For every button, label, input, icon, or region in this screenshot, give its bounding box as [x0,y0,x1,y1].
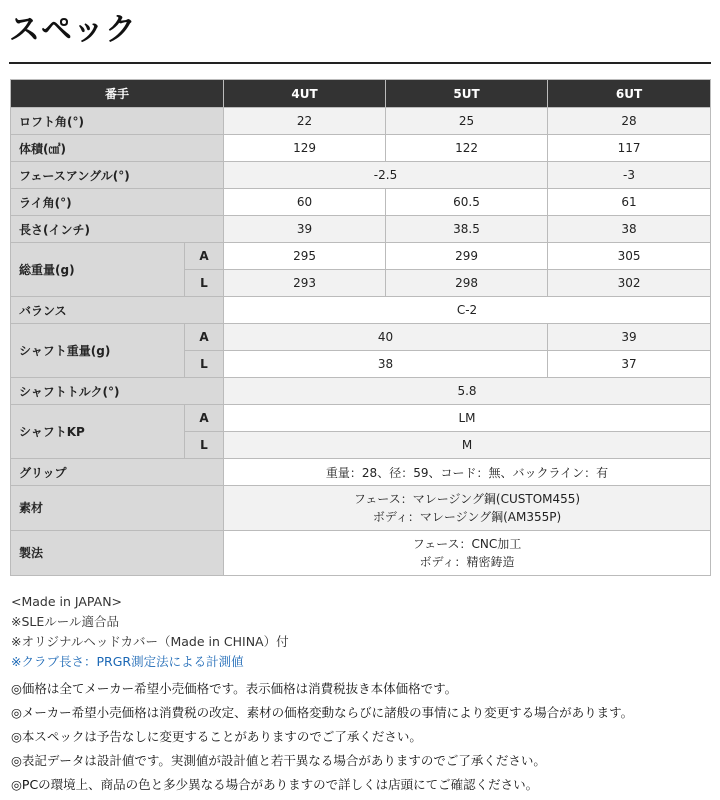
cell-value: 重量：28、径：59、コード：無、バックライン：有 [224,459,711,486]
sub-label-a: A [185,324,224,351]
table-row [11,378,711,405]
cell-value [224,531,711,576]
row-label-material: 素材 [11,486,224,531]
cell-value: 5.8 [224,378,711,405]
cell-value: -2.5 [224,162,548,189]
notice-item: ◎価格は全てメーカー希望小売価格です。表示価格は消費税抜き本体価格です。 [11,681,458,696]
table-row [11,486,711,531]
table-row [11,459,711,486]
cell-value: 122 [386,135,548,162]
cell-value: -3 [548,162,711,189]
row-label-shaft-torque: シャフトトルク(°) [11,378,224,405]
cell-value: 302 [548,270,711,297]
cell-value: 60.5 [386,189,548,216]
row-label-volume: 体積(㎤) [11,135,224,162]
cell-value: M [224,432,711,459]
cell-value: C-2 [224,297,711,324]
price-notices [11,677,633,797]
cell-value: 298 [386,270,548,297]
cell-value [224,486,711,531]
table-row [11,108,711,135]
notice-item: ◎メーカー希望小売価格は消費税の改定、素材の価格変動ならびに諸般の事情により変更する場合があります。 [11,705,634,720]
table-row [11,297,711,324]
title-divider [9,62,711,64]
table-row [11,531,711,576]
cell-value: 60 [224,189,386,216]
note-made-in: <Made in JAPAN> [11,594,123,609]
cell-value: 39 [224,216,386,243]
row-label-grip: グリップ [11,459,224,486]
method-face: フェース：CNC加工 [412,537,522,551]
table-header-row [11,80,711,108]
sub-label-l: L [185,432,224,459]
page-title: スペック [9,12,137,48]
cell-value: 38 [224,351,548,378]
notice-item: ◎本スペックは予告なしに変更することがありますのでご了承ください。 [11,729,422,744]
cell-value: 25 [386,108,548,135]
cell-value: 22 [224,108,386,135]
cell-value: 129 [224,135,386,162]
notice-item: ◎PCの環境上、商品の色と多少異なる場合がありますので詳しくは店頭にてご確認ください。 [11,777,539,792]
note-sle: ※SLEルール適合品 [11,614,120,629]
cell-value: 37 [548,351,711,378]
cell-value: 299 [386,243,548,270]
material-face: フェース：マレージング鋼(CUSTOM455) [353,492,581,506]
sub-label-l: L [185,270,224,297]
row-label-face-angle: フェースアングル(°) [11,162,224,189]
row-label-shaft-weight: シャフト重量(g) [11,324,185,378]
cell-value: 295 [224,243,386,270]
spec-table [10,79,711,576]
table-row [11,243,711,270]
cell-value: 293 [224,270,386,297]
cell-value: LM [224,405,711,432]
cell-value: 39 [548,324,711,351]
header-col-5ut: 5UT [386,80,548,108]
cell-value: 61 [548,189,711,216]
row-label-method: 製法 [11,531,224,576]
table-row [11,135,711,162]
row-label-loft: ロフト角(°) [11,108,224,135]
note-headcover: ※オリジナルヘッドカバー（Made in CHINA）付 [11,634,289,649]
row-label-total-weight: 総重量(g) [11,243,185,297]
cell-value: 38 [548,216,711,243]
cell-value: 40 [224,324,548,351]
cell-value: 38.5 [386,216,548,243]
row-label-shaft-kp: シャフトKP [11,405,185,459]
table-row [11,324,711,351]
material-body: ボディ：マレージング鋼(AM355P) [372,510,562,524]
cell-value: 305 [548,243,711,270]
method-body: ボディ：精密鋳造 [419,555,515,569]
sub-label-a: A [185,405,224,432]
header-col-6ut: 6UT [548,80,711,108]
row-label-balance: バランス [11,297,224,324]
cell-value: 117 [548,135,711,162]
row-label-length: 長さ(インチ) [11,216,224,243]
table-row [11,189,711,216]
notice-item: ◎表記データは設計値です。実測値が設計値と若干異なる場合がありますのでご了承ください。 [11,753,546,768]
sub-label-l: L [185,351,224,378]
sub-label-a: A [185,243,224,270]
note-club-length: ※クラブ長さ：PRGR測定法による計測値 [11,654,244,669]
header-col-4ut: 4UT [224,80,386,108]
table-row [11,216,711,243]
table-row [11,162,711,189]
cell-value: 28 [548,108,711,135]
spec-notes [11,592,289,672]
header-label: 番手 [11,80,224,108]
table-row [11,405,711,432]
row-label-lie: ライ角(°) [11,189,224,216]
